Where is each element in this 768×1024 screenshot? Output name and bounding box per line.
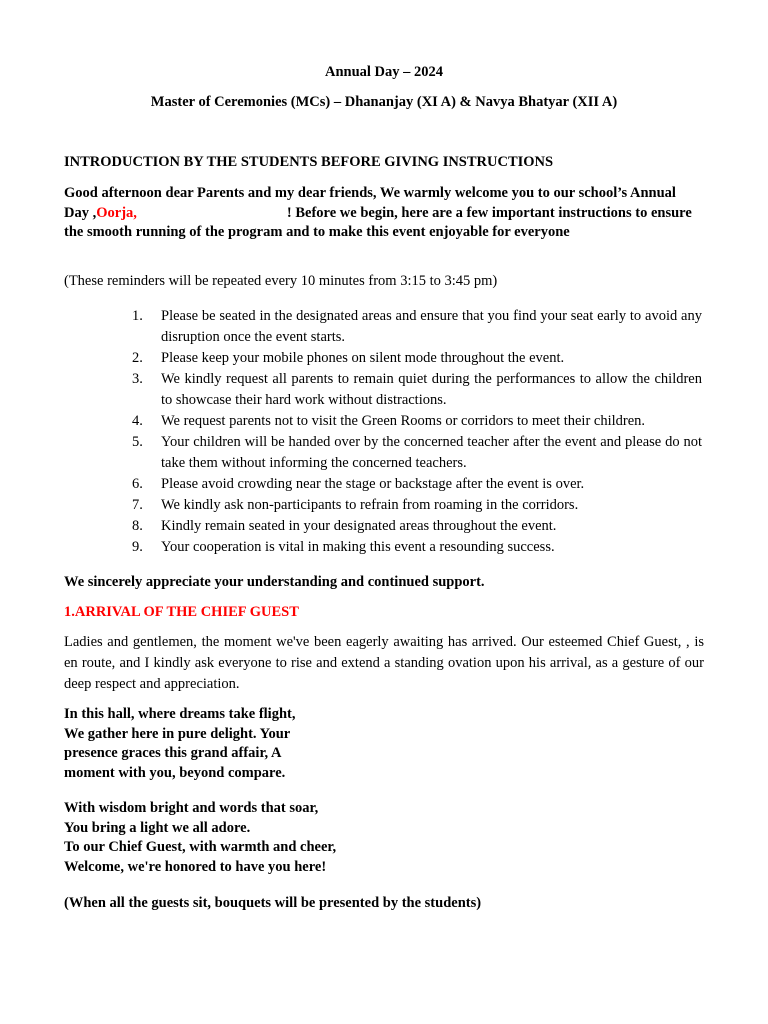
- list-item: 7. We kindly ask non-participants to refrain from roaming in the corridors.: [132, 497, 579, 513]
- list-item: 6. Please avoid crowding near the stage or backstage after the event is over.: [132, 476, 585, 492]
- instructions-list: [130, 306, 702, 558]
- welcome-paragraph: [64, 184, 704, 243]
- appreciation-line: We sincerely appreciate your understanding and continued support.: [64, 574, 485, 590]
- document-title: Annual Day – 2024: [324, 64, 444, 80]
- welcome-text-part2: ! Before we begin, here are a few important instructions to ensure the smooth running of the program and to make this event enjoyable for everyone: [64, 204, 692, 240]
- mc-names: Master of Ceremonies (MCs) – Dhananjay (XI A) & Navya Bhatyar (XII A): [150, 94, 618, 110]
- poem-line: You bring a light we all adore.: [64, 819, 251, 836]
- poem-line: With wisdom bright and words that soar,: [64, 800, 319, 816]
- bouquet-note: (When all the guests sit, bouquets will be presented by the students): [64, 895, 482, 911]
- list-item: 3. We kindly request all parents to remain quiet during the performances to allow the children to showcase their hard work without distractions.: [132, 371, 702, 408]
- poem-line: Welcome, we're honored to have you here!: [64, 858, 327, 875]
- poem-stanza-1: [64, 705, 704, 783]
- reminder-note: (These reminders will be repeated every 10 minutes from 3:15 to 3:45 pm): [64, 273, 498, 289]
- list-item: 2. Please keep your mobile phones on silent mode throughout the event.: [132, 350, 565, 366]
- poem-line: To our Chief Guest, with warmth and cheer,: [64, 839, 337, 855]
- poem-line: We gather here in pure delight. Your: [64, 725, 291, 742]
- list-item: 1. Please be seated in the designated areas and ensure that you find your seat early to avoid any disruption once the event starts.: [132, 308, 702, 345]
- poem-line: In this hall, where dreams take flight,: [64, 706, 296, 722]
- intro-heading: INTRODUCTION BY THE STUDENTS BEFORE GIVING INSTRUCTIONS: [64, 154, 554, 170]
- poem-stanza-2: [64, 799, 704, 877]
- list-item: 5. Your children will be handed over by the concerned teacher after the event and please do not take them without informing the concerned teachers.: [132, 434, 702, 471]
- list-item: 8. Kindly remain seated in your designated areas throughout the event.: [132, 518, 557, 534]
- poem-line: moment with you, beyond compare.: [64, 764, 286, 781]
- list-item: 4. We request parents not to visit the Green Rooms or corridors to meet their children.: [132, 413, 646, 429]
- list-item: 9. Your cooperation is vital in making this event a resounding success.: [132, 539, 555, 555]
- poem-line: presence graces this grand affair, A: [64, 745, 282, 761]
- chief-guest-heading: 1.ARRIVAL OF THE CHIEF GUEST: [64, 604, 299, 620]
- event-name-highlight: Oorja,: [96, 204, 137, 221]
- chief-guest-paragraph: Ladies and gentlemen, the moment we've been eagerly awaiting has arrived. Our esteemed Chief Guest, , is en route, and I kindly ask everyone to rise and extend a standing ovation upon his arrival, as a gesture of our deep respect and appreciation.: [64, 634, 704, 692]
- welcome-text-part1: Good afternoon dear Parents and my dear friends, We warmly welcome you to our school’s Annual Day ,: [64, 185, 676, 221]
